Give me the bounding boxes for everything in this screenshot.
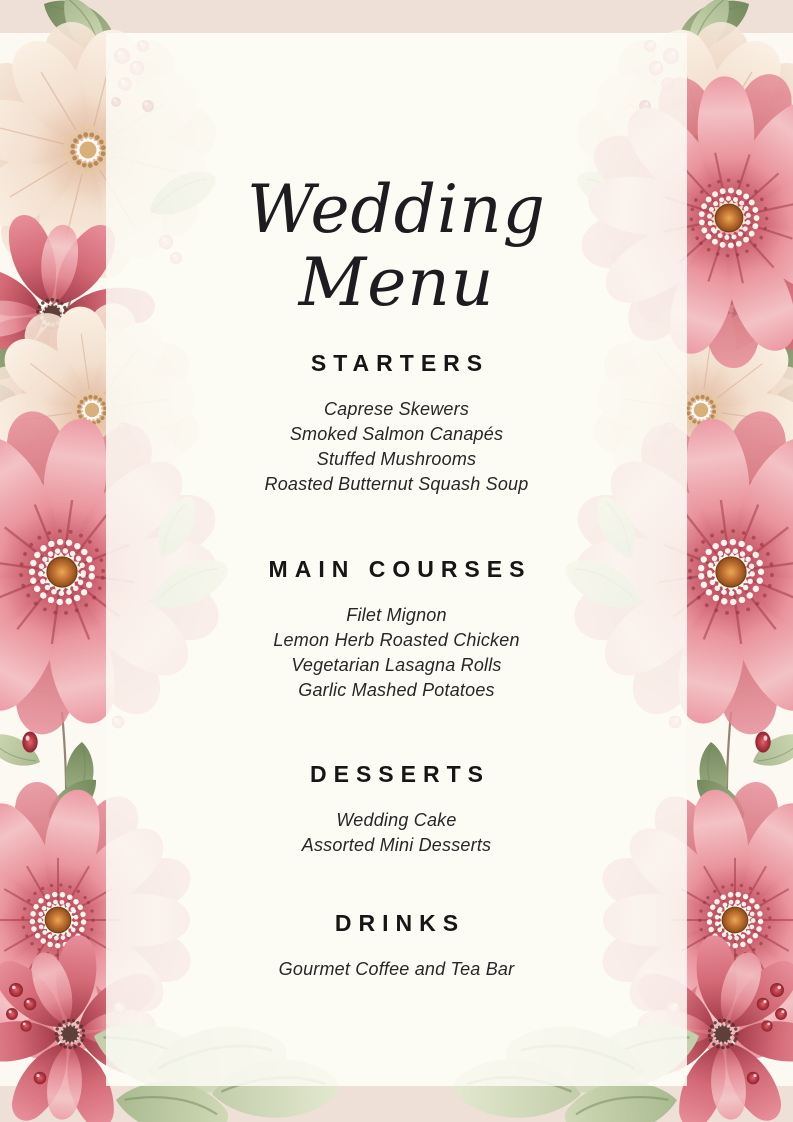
menu-item: Filet Mignon (346, 605, 447, 625)
menu-title (106, 173, 687, 319)
menu-content (106, 33, 687, 1086)
section-drinks-items (106, 957, 687, 982)
menu-item: Wedding Cake (336, 810, 457, 830)
section-desserts (106, 762, 687, 858)
menu-item: Smoked Salmon Canapés (289, 424, 504, 444)
section-drinks-heading: DRINKS (334, 910, 466, 936)
section-drinks (106, 911, 687, 982)
menu-item: Garlic Mashed Potatoes (298, 680, 495, 700)
menu-item: Caprese Skewers (323, 399, 470, 419)
section-main-courses-heading: MAIN COURSES (268, 556, 532, 582)
section-desserts-items (106, 808, 687, 858)
menu-item: Stuffed Mushrooms (316, 449, 477, 469)
menu-item: Assorted Mini Desserts (301, 835, 492, 855)
menu-item: Roasted Butternut Squash Soup (264, 474, 529, 494)
menu-item: Gourmet Coffee and Tea Bar (278, 959, 515, 979)
menu-item: Vegetarian Lasagna Rolls (291, 655, 502, 675)
section-starters-items (106, 397, 687, 497)
menu-title-line-2: Menu (298, 244, 495, 321)
section-main-courses (106, 557, 687, 703)
menu-title-line-1: Wedding (247, 171, 546, 248)
section-starters-heading: STARTERS (310, 350, 490, 376)
section-starters (106, 351, 687, 497)
menu-item: Lemon Herb Roasted Chicken (273, 630, 520, 650)
section-main-courses-items (106, 603, 687, 703)
section-desserts-heading: DESSERTS (310, 761, 490, 787)
